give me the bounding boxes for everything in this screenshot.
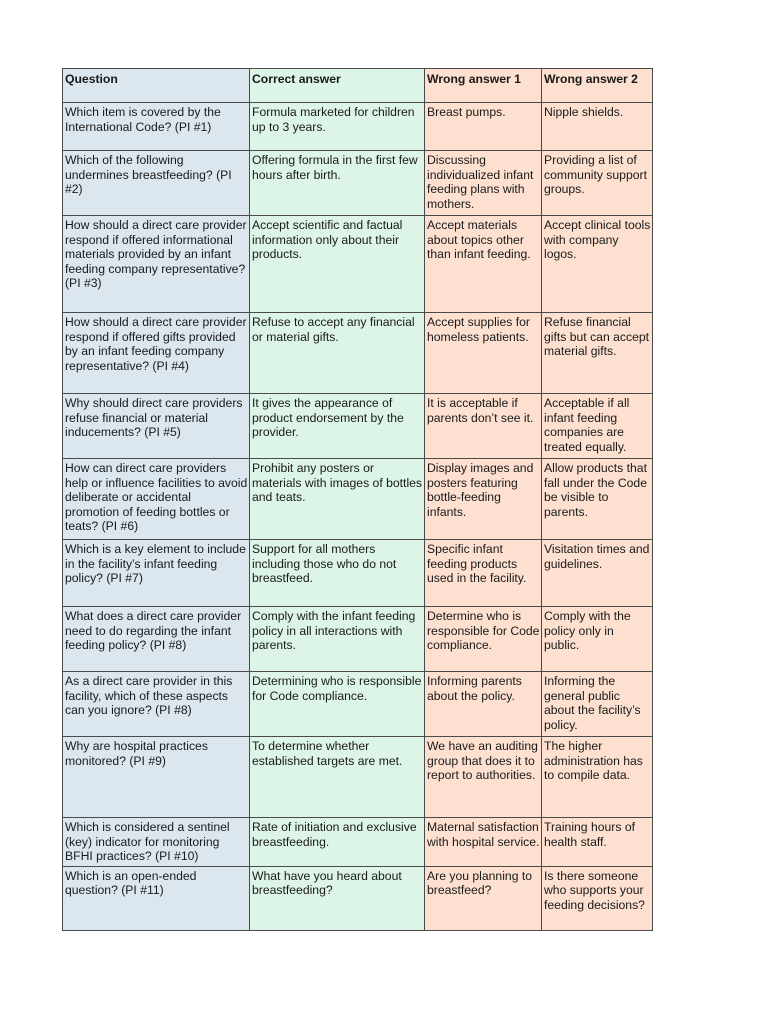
correct-answer-cell: Accept scientific and factual information only about their products. bbox=[250, 216, 425, 313]
correct-answer-cell: It gives the appearance of product endorsement by the provider. bbox=[250, 394, 425, 459]
question-cell: Which is a key element to include in the facility’s infant feeding policy? (PI #7) bbox=[63, 540, 250, 607]
wrong-answer-2-cell: Comply with the policy only in public. bbox=[542, 607, 653, 672]
wrong-answer-1-cell: Discussing individualized infant feeding plans with mothers. bbox=[425, 151, 542, 216]
question-cell: What does a direct care provider need to do regarding the infant feeding policy? (PI #8) bbox=[63, 607, 250, 672]
wrong-answer-2-cell: Allow products that fall under the Code be visible to parents. bbox=[542, 459, 653, 540]
wrong-answer-1-cell: Informing parents about the policy. bbox=[425, 672, 542, 737]
question-cell: How should a direct care provider respond if offered informational materials provided by an infant feeding company representative? (PI #3) bbox=[63, 216, 250, 313]
wrong-answer-2-cell: The higher administration has to compile data. bbox=[542, 737, 653, 818]
correct-answer-cell: Offering formula in the first few hours after birth. bbox=[250, 151, 425, 216]
question-cell: Why should direct care providers refuse financial or material inducements? (PI #5) bbox=[63, 394, 250, 459]
table-row bbox=[63, 394, 653, 459]
table-row bbox=[63, 103, 653, 151]
question-cell: How should a direct care provider respond if offered gifts provided by an infant feeding company representative? (PI #4) bbox=[63, 313, 250, 394]
table-row bbox=[63, 737, 653, 818]
correct-answer-cell: Formula marketed for children up to 3 years. bbox=[250, 103, 425, 151]
table-row bbox=[63, 540, 653, 607]
wrong-answer-2-cell: Training hours of health staff. bbox=[542, 818, 653, 867]
header-wrong-answer-2: Wrong answer 2 bbox=[542, 69, 653, 103]
correct-answer-cell: Prohibit any posters or materials with images of bottles and teats. bbox=[250, 459, 425, 540]
question-cell: Which of the following undermines breastfeeding? (PI #2) bbox=[63, 151, 250, 216]
header-question: Question bbox=[63, 69, 250, 103]
wrong-answer-2-cell: Refuse financial gifts but can accept material gifts. bbox=[542, 313, 653, 394]
wrong-answer-2-cell: Informing the general public about the facility’s policy. bbox=[542, 672, 653, 737]
wrong-answer-1-cell: Accept materials about topics other than infant feeding. bbox=[425, 216, 542, 313]
table-row bbox=[63, 607, 653, 672]
question-cell: How can direct care providers help or influence facilities to avoid deliberate or accidental promotion of feeding bottles or teats? (PI #6) bbox=[63, 459, 250, 540]
table-row bbox=[63, 216, 653, 313]
table-row bbox=[63, 672, 653, 737]
wrong-answer-1-cell: Determine who is responsible for Code compliance. bbox=[425, 607, 542, 672]
correct-answer-cell: What have you heard about breastfeeding? bbox=[250, 866, 425, 930]
correct-answer-cell: Rate of initiation and exclusive breastfeeding. bbox=[250, 818, 425, 867]
correct-answer-cell: Refuse to accept any financial or material gifts. bbox=[250, 313, 425, 394]
wrong-answer-2-cell: Acceptable if all infant feeding companies are treated equally. bbox=[542, 394, 653, 459]
question-cell: As a direct care provider in this facility, which of these aspects can you ignore? (PI #8) bbox=[63, 672, 250, 737]
correct-answer-cell: To determine whether established targets are met. bbox=[250, 737, 425, 818]
wrong-answer-2-cell: Accept clinical tools with company logos. bbox=[542, 216, 653, 313]
wrong-answer-1-cell: Are you planning to breastfeed? bbox=[425, 866, 542, 930]
table-row bbox=[63, 459, 653, 540]
wrong-answer-1-cell: Accept supplies for homeless patients. bbox=[425, 313, 542, 394]
table-header-row bbox=[63, 69, 653, 103]
question-cell: Which is considered a sentinel (key) indicator for monitoring BFHI practices? (PI #10) bbox=[63, 818, 250, 867]
correct-answer-cell: Determining who is responsible for Code compliance. bbox=[250, 672, 425, 737]
wrong-answer-2-cell: Providing a list of community support groups. bbox=[542, 151, 653, 216]
correct-answer-cell: Support for all mothers including those who do not breastfeed. bbox=[250, 540, 425, 607]
wrong-answer-2-cell: Visitation times and guidelines. bbox=[542, 540, 653, 607]
header-correct-answer: Correct answer bbox=[250, 69, 425, 103]
question-cell: Which is an open-ended question? (PI #11) bbox=[63, 866, 250, 930]
wrong-answer-2-cell: Nipple shields. bbox=[542, 103, 653, 151]
quiz-answer-table bbox=[62, 68, 653, 931]
table-row bbox=[63, 818, 653, 867]
table-row bbox=[63, 866, 653, 930]
header-wrong-answer-1: Wrong answer 1 bbox=[425, 69, 542, 103]
table-row bbox=[63, 151, 653, 216]
wrong-answer-1-cell: Breast pumps. bbox=[425, 103, 542, 151]
correct-answer-cell: Comply with the infant feeding policy in all interactions with parents. bbox=[250, 607, 425, 672]
wrong-answer-1-cell: We have an auditing group that does it to report to authorities. bbox=[425, 737, 542, 818]
wrong-answer-2-cell: Is there someone who supports your feeding decisions? bbox=[542, 866, 653, 930]
wrong-answer-1-cell: Specific infant feeding products used in the facility. bbox=[425, 540, 542, 607]
question-cell: Which item is covered by the International Code? (PI #1) bbox=[63, 103, 250, 151]
wrong-answer-1-cell: Display images and posters featuring bottle-feeding infants. bbox=[425, 459, 542, 540]
wrong-answer-1-cell: Maternal satisfaction with hospital service. bbox=[425, 818, 542, 867]
question-cell: Why are hospital practices monitored? (PI #9) bbox=[63, 737, 250, 818]
wrong-answer-1-cell: It is acceptable if parents don’t see it. bbox=[425, 394, 542, 459]
table-row bbox=[63, 313, 653, 394]
